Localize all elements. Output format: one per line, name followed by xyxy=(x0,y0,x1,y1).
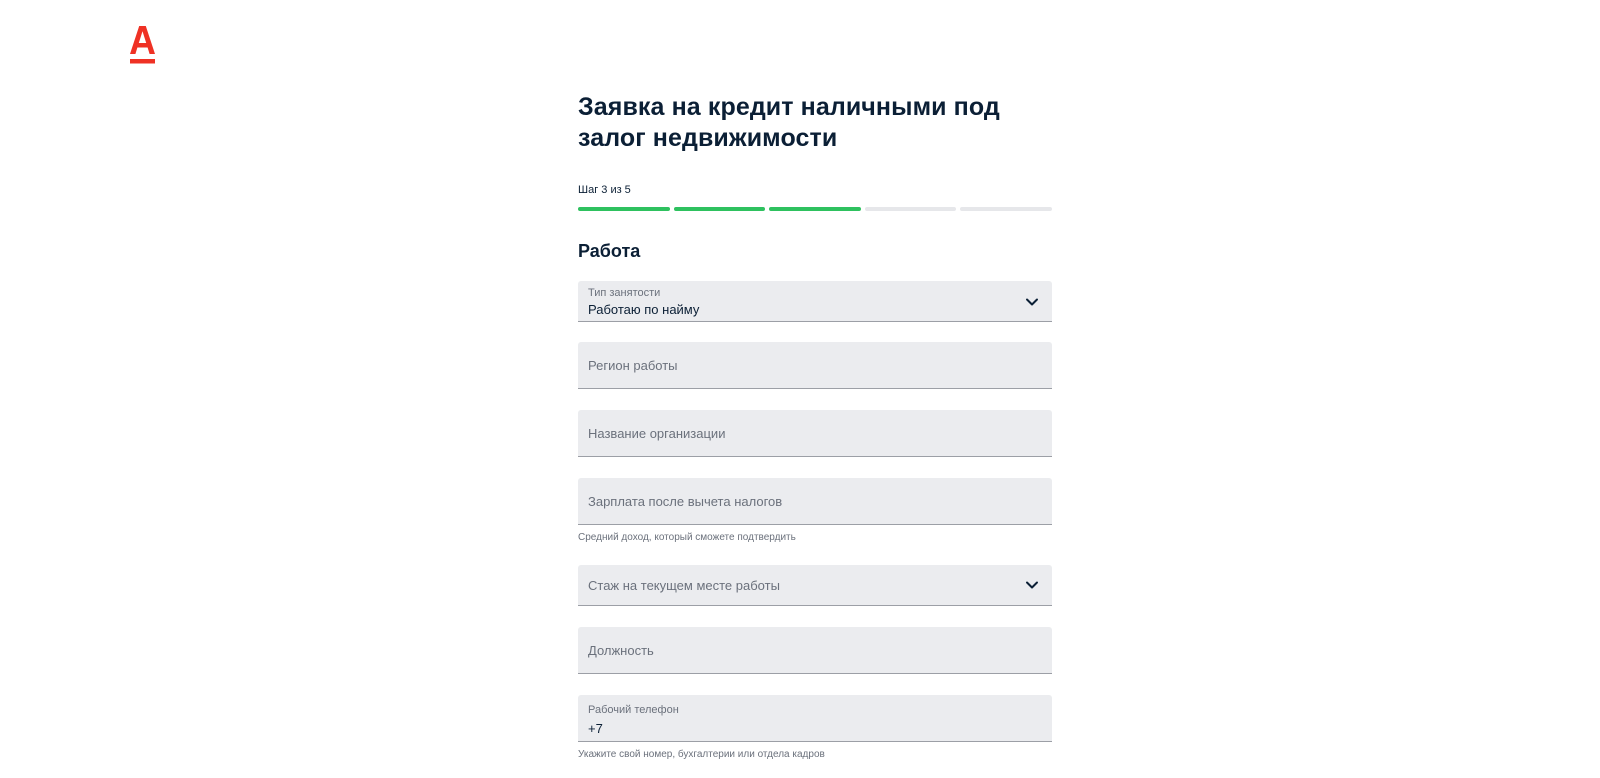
chevron-down-icon xyxy=(1025,580,1039,590)
salary-hint: Средний доход, который сможете подтвердить xyxy=(578,532,796,543)
progress-segment-5 xyxy=(960,207,1052,211)
page-title: Заявка на кредит наличными под залог недвижимости xyxy=(578,93,1000,152)
position-input[interactable] xyxy=(578,627,1052,674)
progress-segment-4 xyxy=(865,207,957,211)
work-phone-hint: Укажите свой номер, бухгалтерии или отдела кадров xyxy=(578,749,825,760)
employment-type-select[interactable] xyxy=(578,281,1052,322)
employment-type-label: Тип занятости xyxy=(588,287,661,299)
work-phone-input[interactable] xyxy=(578,695,1052,742)
progress-segment-1 xyxy=(578,207,670,211)
salary-input[interactable] xyxy=(578,478,1052,525)
organization-name-input[interactable] xyxy=(578,410,1052,457)
organization-name-placeholder: Название организации xyxy=(588,426,726,441)
credit-application-form xyxy=(578,92,1052,760)
position-placeholder: Должность xyxy=(588,643,654,658)
salary-placeholder: Зарплата после вычета налогов xyxy=(588,494,783,509)
work-region-placeholder: Регион работы xyxy=(588,358,678,373)
alfa-logo-icon xyxy=(129,24,156,66)
work-region-input[interactable] xyxy=(578,342,1052,389)
employment-type-value: Работаю по найму xyxy=(588,302,700,317)
progress-segment-3 xyxy=(769,207,861,211)
work-experience-select[interactable] xyxy=(578,565,1052,606)
progress-bar xyxy=(578,207,1052,211)
work-experience-placeholder: Стаж на текущем месте работы xyxy=(588,578,780,593)
work-phone-value: +7 xyxy=(588,721,603,736)
chevron-down-icon xyxy=(1025,297,1039,307)
work-phone-label: Рабочий телефон xyxy=(588,704,679,716)
section-title: Работа xyxy=(578,241,641,261)
step-indicator: Шаг 3 из 5 xyxy=(578,184,631,196)
bank-logo[interactable] xyxy=(129,24,156,66)
progress-segment-2 xyxy=(674,207,766,211)
